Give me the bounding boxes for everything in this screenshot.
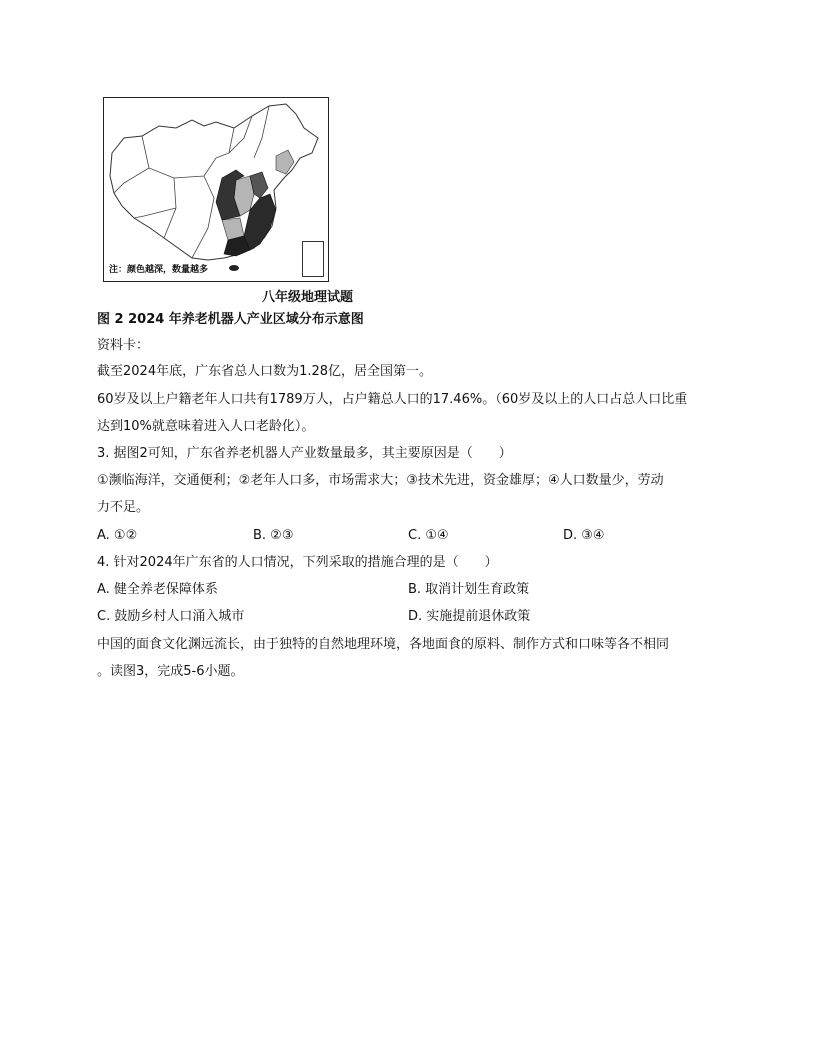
q3-option-c[interactable]: C. ①④ <box>408 528 449 543</box>
south-sea-inset <box>302 241 324 277</box>
q4-option-a[interactable]: A. 健全养老保障体系 <box>97 582 218 597</box>
material-line-3: 达到10%就意味着进入人口老龄化）。 <box>97 419 315 434</box>
q3-option-d[interactable]: D. ③④ <box>563 528 605 543</box>
china-map <box>104 98 328 281</box>
q3-option-a[interactable]: A. ①② <box>97 528 138 543</box>
intro-line-2: 。读图3，完成5-6小题。 <box>97 664 244 679</box>
q4-option-b[interactable]: B. 取消计划生育政策 <box>408 582 530 597</box>
q3-option-b[interactable]: B. ②③ <box>253 528 294 543</box>
q4-stem: 4. 针对2024年广东省的人口情况，下列采取的措施合理的是（ ） <box>97 555 498 570</box>
page-header-caption: 八年级地理试题 <box>262 290 354 305</box>
material-line-1: 截至2024年底，广东省总人口数为1.28亿，居全国第一。 <box>97 364 433 379</box>
map-legend-note: 注：颜色越深，数量越多 <box>109 265 209 275</box>
q3-stem: 3. 据图2可知，广东省养老机器人产业数量最多，其主要原因是（ ） <box>97 446 512 461</box>
material-line-2: 60岁及以上户籍老年人口共有1789万人，占户籍总人口的17.46%。（60岁及以上的人口占总人口比重 <box>97 392 688 407</box>
material-heading: 资料卡： <box>97 338 150 353</box>
q3-items-line-2: 力不足。 <box>97 500 150 515</box>
q4-option-d[interactable]: D. 实施提前退休政策 <box>408 609 531 624</box>
intro-line-1: 中国的面食文化渊远流长，由于独特的自然地理环境，各地面食的原料、制作方式和口味等各不相同 <box>97 637 670 652</box>
q4-option-c[interactable]: C. 鼓励乡村人口涌入城市 <box>97 609 245 624</box>
figure-title: 图 2 2024 年养老机器人产业区域分布示意图 <box>97 312 364 327</box>
q3-items-line-1: ①濒临海洋，交通便利；②老年人口多，市场需求大；③技术先进，资金雄厚；④人口数量少，劳动 <box>97 473 664 488</box>
map-figure <box>103 97 329 282</box>
